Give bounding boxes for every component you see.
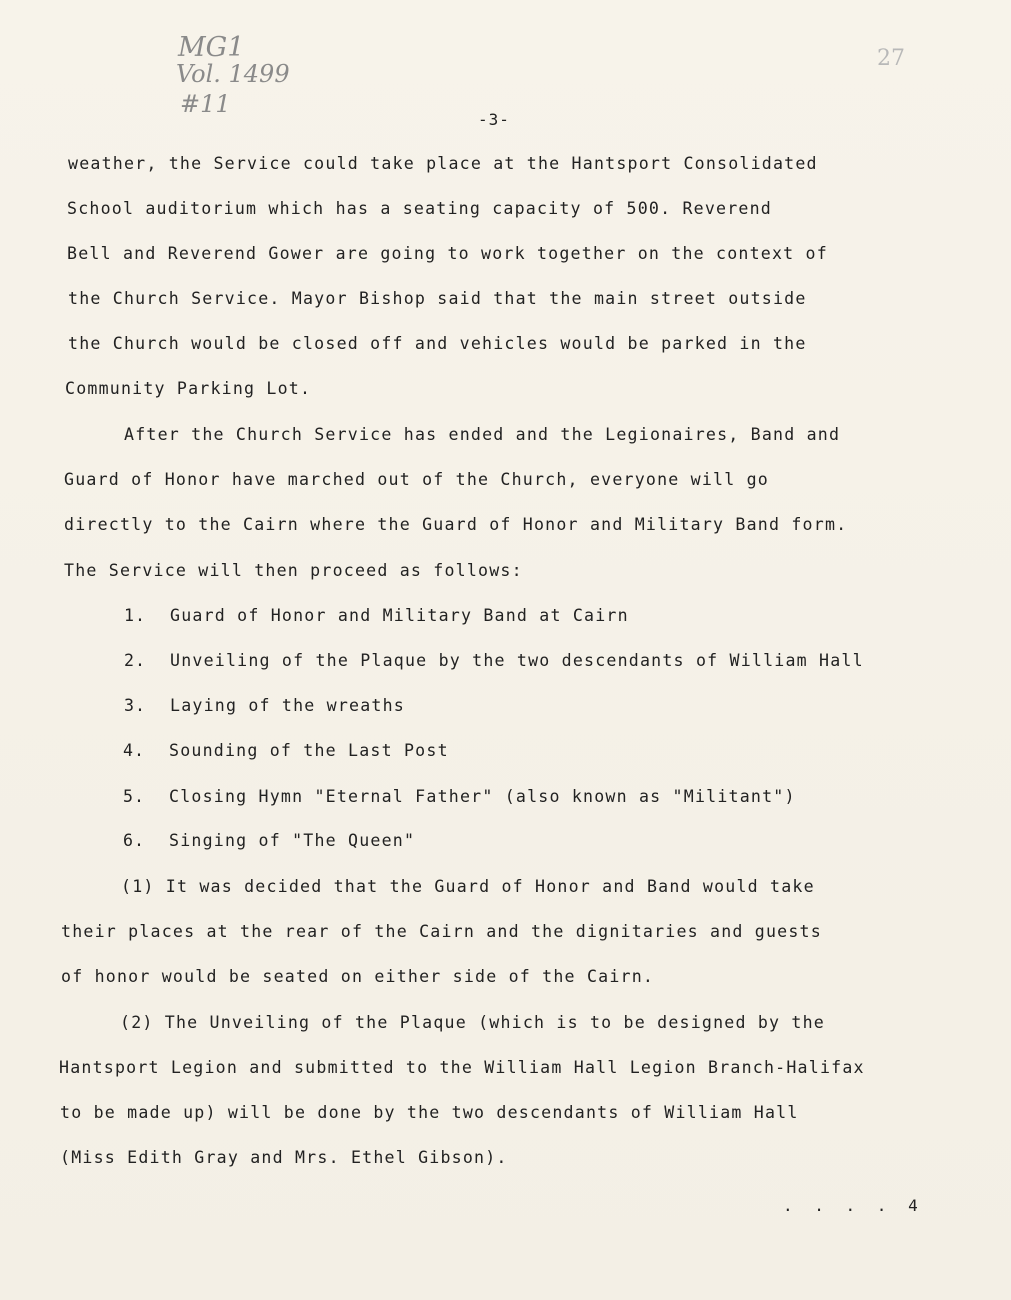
continuation-marker: . . . . 4 xyxy=(783,1196,924,1215)
paragraph-2-line-1: After the Church Service has ended and the Legionaires, Band and xyxy=(124,425,841,444)
paragraph-1-line-4: the Church Service. Mayor Bishop said that the main street outside xyxy=(68,289,807,308)
paragraph-1-line-2: School auditorium which has a seating capacity of 500. Reverend xyxy=(67,199,772,218)
paragraph-2-line-3: directly to the Cairn where the Guard of Honor and Military Band form. xyxy=(64,515,848,534)
margin-note-item: #11 xyxy=(180,90,231,118)
list-item-6: Singing of "The Queen" xyxy=(169,831,416,850)
paragraph-1-line-5: the Church would be closed off and vehicles would be parked in the xyxy=(68,334,807,353)
margin-note-volume: Vol. 1499 xyxy=(176,60,290,88)
corner-page-mark: 27 xyxy=(877,46,905,71)
list-number-4: 4. xyxy=(123,741,145,760)
list-item-2: Unveiling of the Plaque by the two descendants of William Hall xyxy=(170,651,864,670)
list-number-5: 5. xyxy=(123,787,145,806)
paragraph-1-line-3: Bell and Reverend Gower are going to work together on the context of xyxy=(67,244,828,263)
list-item-5: Closing Hymn "Eternal Father" (also known as "Militant") xyxy=(169,787,796,806)
list-item-4: Sounding of the Last Post xyxy=(169,741,449,760)
paragraph-4-line-2: Hantsport Legion and submitted to the William Hall Legion Branch-Halifax xyxy=(59,1058,865,1077)
paragraph-4-line-3: to be made up) will be done by the two descendants of William Hall xyxy=(60,1103,799,1122)
paragraph-2-line-2: Guard of Honor have marched out of the Church, everyone will go xyxy=(64,470,769,489)
list-number-1: 1. xyxy=(124,606,146,625)
list-item-3: Laying of the wreaths xyxy=(170,696,405,715)
paragraph-3-line-1: (1) It was decided that the Guard of Honor and Band would take xyxy=(121,877,815,896)
margin-note-mg1: MG1 xyxy=(178,32,245,63)
paragraph-3-line-3: of honor would be seated on either side of the Cairn. xyxy=(61,967,655,986)
page-number: -3- xyxy=(478,110,510,129)
paragraph-1-line-6: Community Parking Lot. xyxy=(65,379,312,398)
list-item-1: Guard of Honor and Military Band at Cairn xyxy=(170,606,629,625)
list-number-2: 2. xyxy=(124,651,146,670)
list-number-3: 3. xyxy=(124,696,146,715)
paragraph-4-line-1: (2) The Unveiling of the Plaque (which is to be designed by the xyxy=(120,1013,825,1032)
list-number-6: 6. xyxy=(123,831,145,850)
paragraph-4-line-4: (Miss Edith Gray and Mrs. Ethel Gibson). xyxy=(60,1148,508,1167)
paragraph-1-line-1: weather, the Service could take place at the Hantsport Consolidated xyxy=(68,154,818,173)
paragraph-2-line-4: The Service will then proceed as follows: xyxy=(64,561,523,580)
paragraph-3-line-2: their places at the rear of the Cairn and the dignitaries and guests xyxy=(61,922,822,941)
